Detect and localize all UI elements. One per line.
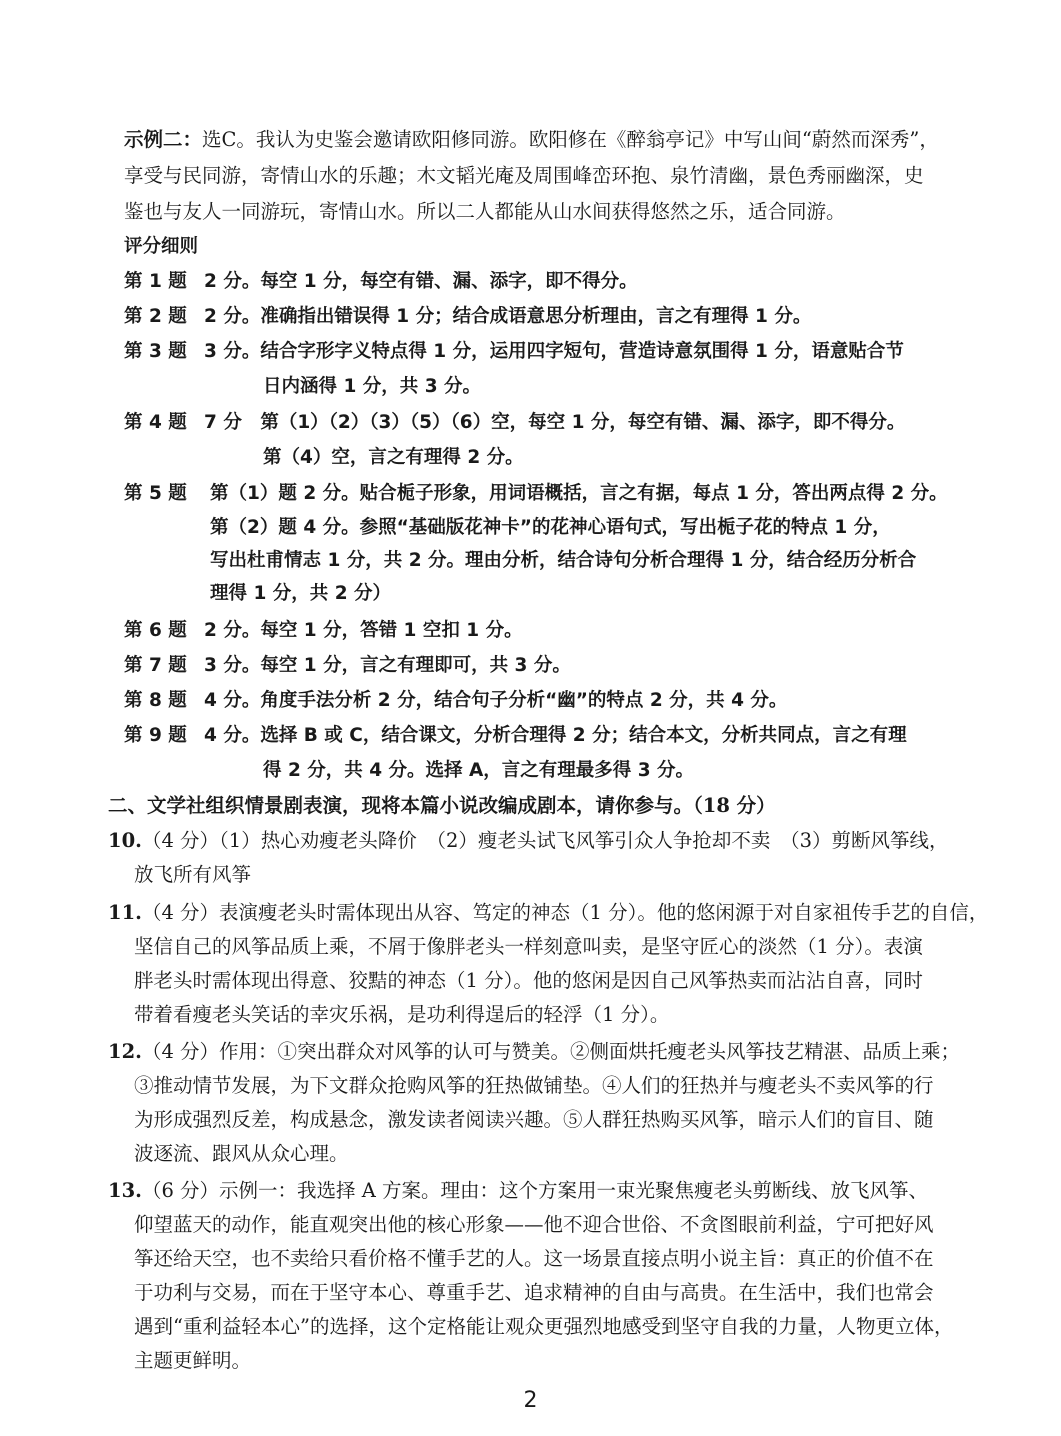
scoring-heading: 评分细则 — [124, 236, 199, 257]
scoring-item-3-num: 第 3 题 — [124, 341, 187, 362]
section-2-title: 二、文学社组织情景剧表演，现将本篇小说改编成剧本，请你参与。（18 分） — [108, 794, 776, 817]
q12-line-2: ③推动情节发展，为下文群众抢购风筝的狂热做铺垫。④人们的狂热并与瘦老头不卖风筝的行 — [134, 1074, 934, 1097]
q13-line-6: 主题更鲜明。 — [134, 1349, 252, 1372]
scoring-item-1-text: 2 分。每空 1 分，每空有错、漏、添字，即不得分。 — [204, 271, 638, 292]
scoring-item-7-text: 3 分。每空 1 分，言之有理即可，共 3 分。 — [204, 655, 571, 676]
q13-line-4: 于功利与交易，而在于坚守本心、尊重手艺、追求精神的自由与高贵。在生活中，我们也常会 — [134, 1281, 934, 1304]
example2-line-1: 示例二：选C。我认为史鉴会邀请欧阳修同游。欧阳修在《醉翁亭记》中写山间“蔚然而深秀”， — [124, 128, 939, 151]
q12-line-1: 12.（4 分）作用：①突出群众对风筝的认可与赞美。②侧面烘托瘦老头风筝技艺精湛、品质上乘； — [108, 1040, 961, 1063]
scoring-item-8-num: 第 8 题 — [124, 690, 187, 711]
q13-line-3: 筝还给天空，也不卖给只看价格不懂手艺的人。这一场景直接点明小说主旨：真正的价值不在 — [134, 1247, 934, 1270]
q12-line-4: 波逐流、跟风从众心理。 — [134, 1142, 349, 1165]
page-number: 2 — [523, 1388, 538, 1413]
example2-line-3: 鉴也与友人一同游玩，寄情山水。所以二人都能从山水间获得悠然之乐，适合同游。 — [124, 200, 846, 223]
q10-line-2: 放飞所有风筝 — [134, 863, 252, 886]
scoring-item-5-text-2: 第（2）题 4 分。参照“基础版花神卡”的花神心语句式，写出栀子花的特点 1 分， — [210, 517, 891, 538]
scoring-item-3-text-1: 3 分。结合字形字义特点得 1 分，运用四字短句，营造诗意氛围得 1 分，语意贴合节 — [204, 341, 904, 362]
q13-line-1: 13.（6 分）示例一：我选择 A 方案。理由：这个方案用一束光聚焦瘦老头剪断线、放飞风筝、 — [108, 1179, 929, 1202]
scoring-item-5-text-1: 第（1）题 2 分。贴合栀子形象，用词语概括，言之有据，每点 1 分，答出两点得 2 分。 — [210, 483, 948, 504]
scoring-item-9-num: 第 9 题 — [124, 725, 187, 746]
scoring-item-2-num: 第 2 题 — [124, 306, 187, 327]
q10-line-1: 10.（4 分）（1）热心劝瘦老头降价 （2）瘦老头试飞风筝引众人争抢却不卖 （3）剪断风筝线， — [108, 829, 949, 852]
q12-line-3: 为形成强烈反差，构成悬念，激发读者阅读兴趣。⑤人群狂热购买风筝，暗示人们的盲目、随 — [134, 1108, 934, 1131]
scoring-item-1-num: 第 1 题 — [124, 271, 187, 292]
q11-line-2: 坚信自己的风筝品质上乘，不屑于像胖老头一样刻意叫卖，是坚守匠心的淡然（1 分）。表演 — [134, 935, 923, 958]
q11-line-3: 胖老头时需体现出得意、狡黠的神态（1 分）。他的悠闲是因自己风筝热卖而沾沾自喜，同时 — [134, 969, 923, 992]
scoring-item-6-text: 2 分。每空 1 分，答错 1 空扣 1 分。 — [204, 620, 523, 641]
scoring-item-5-num: 第 5 题 — [124, 483, 187, 504]
scoring-item-5-text-3: 写出杜甫情志 1 分，共 2 分。理由分析，结合诗句分析合理得 1 分，结合经历分析合 — [210, 550, 917, 571]
q11-line-1: 11.（4 分）表演瘦老头时需体现出从容、笃定的神态（1 分）。他的悠闲源于对自家祖传手艺的自信， — [108, 901, 989, 924]
scoring-item-2-text: 2 分。准确指出错误得 1 分；结合成语意思分析理由，言之有理得 1 分。 — [204, 306, 812, 327]
scoring-item-3-text-2: 日内涵得 1 分，共 3 分。 — [263, 376, 482, 397]
scoring-item-5-text-4: 理得 1 分，共 2 分） — [210, 583, 392, 604]
scoring-item-4-num: 第 4 题 — [124, 412, 187, 433]
scoring-item-8-text: 4 分。角度手法分析 2 分，结合句子分析“幽”的特点 2 分，共 4 分。 — [204, 690, 788, 711]
scoring-item-9-text-2: 得 2 分，共 4 分。选择 A，言之有理最多得 3 分。 — [263, 760, 695, 781]
scoring-item-9-text-1: 4 分。选择 B 或 C，结合课文，分析合理得 2 分；结合本文，分析共同点，言之有理 — [204, 725, 907, 746]
q13-line-5: 遇到“重利益轻本心”的选择，这个定格能让观众更强烈地感受到坚守自我的力量，人物更立体， — [134, 1315, 954, 1338]
scoring-item-4-text-1: 7 分 第（1）（2）（3）（5）（6）空，每空 1 分，每空有错、漏、添字，即不得分。 — [204, 412, 906, 433]
scoring-item-4-text-2: 第（4）空，言之有理得 2 分。 — [263, 447, 524, 468]
example2-line-2: 享受与民同游，寄情山水的乐趣；木文韬光庵及周围峰峦环抱、泉竹清幽，景色秀丽幽深，史 — [124, 164, 924, 187]
scoring-item-6-num: 第 6 题 — [124, 620, 187, 641]
q13-line-2: 仰望蓝天的动作，能直观突出他的核心形象——他不迎合世俗、不贪图眼前利益，宁可把好风 — [134, 1213, 934, 1236]
scoring-item-7-num: 第 7 题 — [124, 655, 187, 676]
q11-line-4: 带着看瘦老头笑话的幸灾乐祸，是功利得逞后的轻浮（1 分）。 — [134, 1003, 670, 1026]
